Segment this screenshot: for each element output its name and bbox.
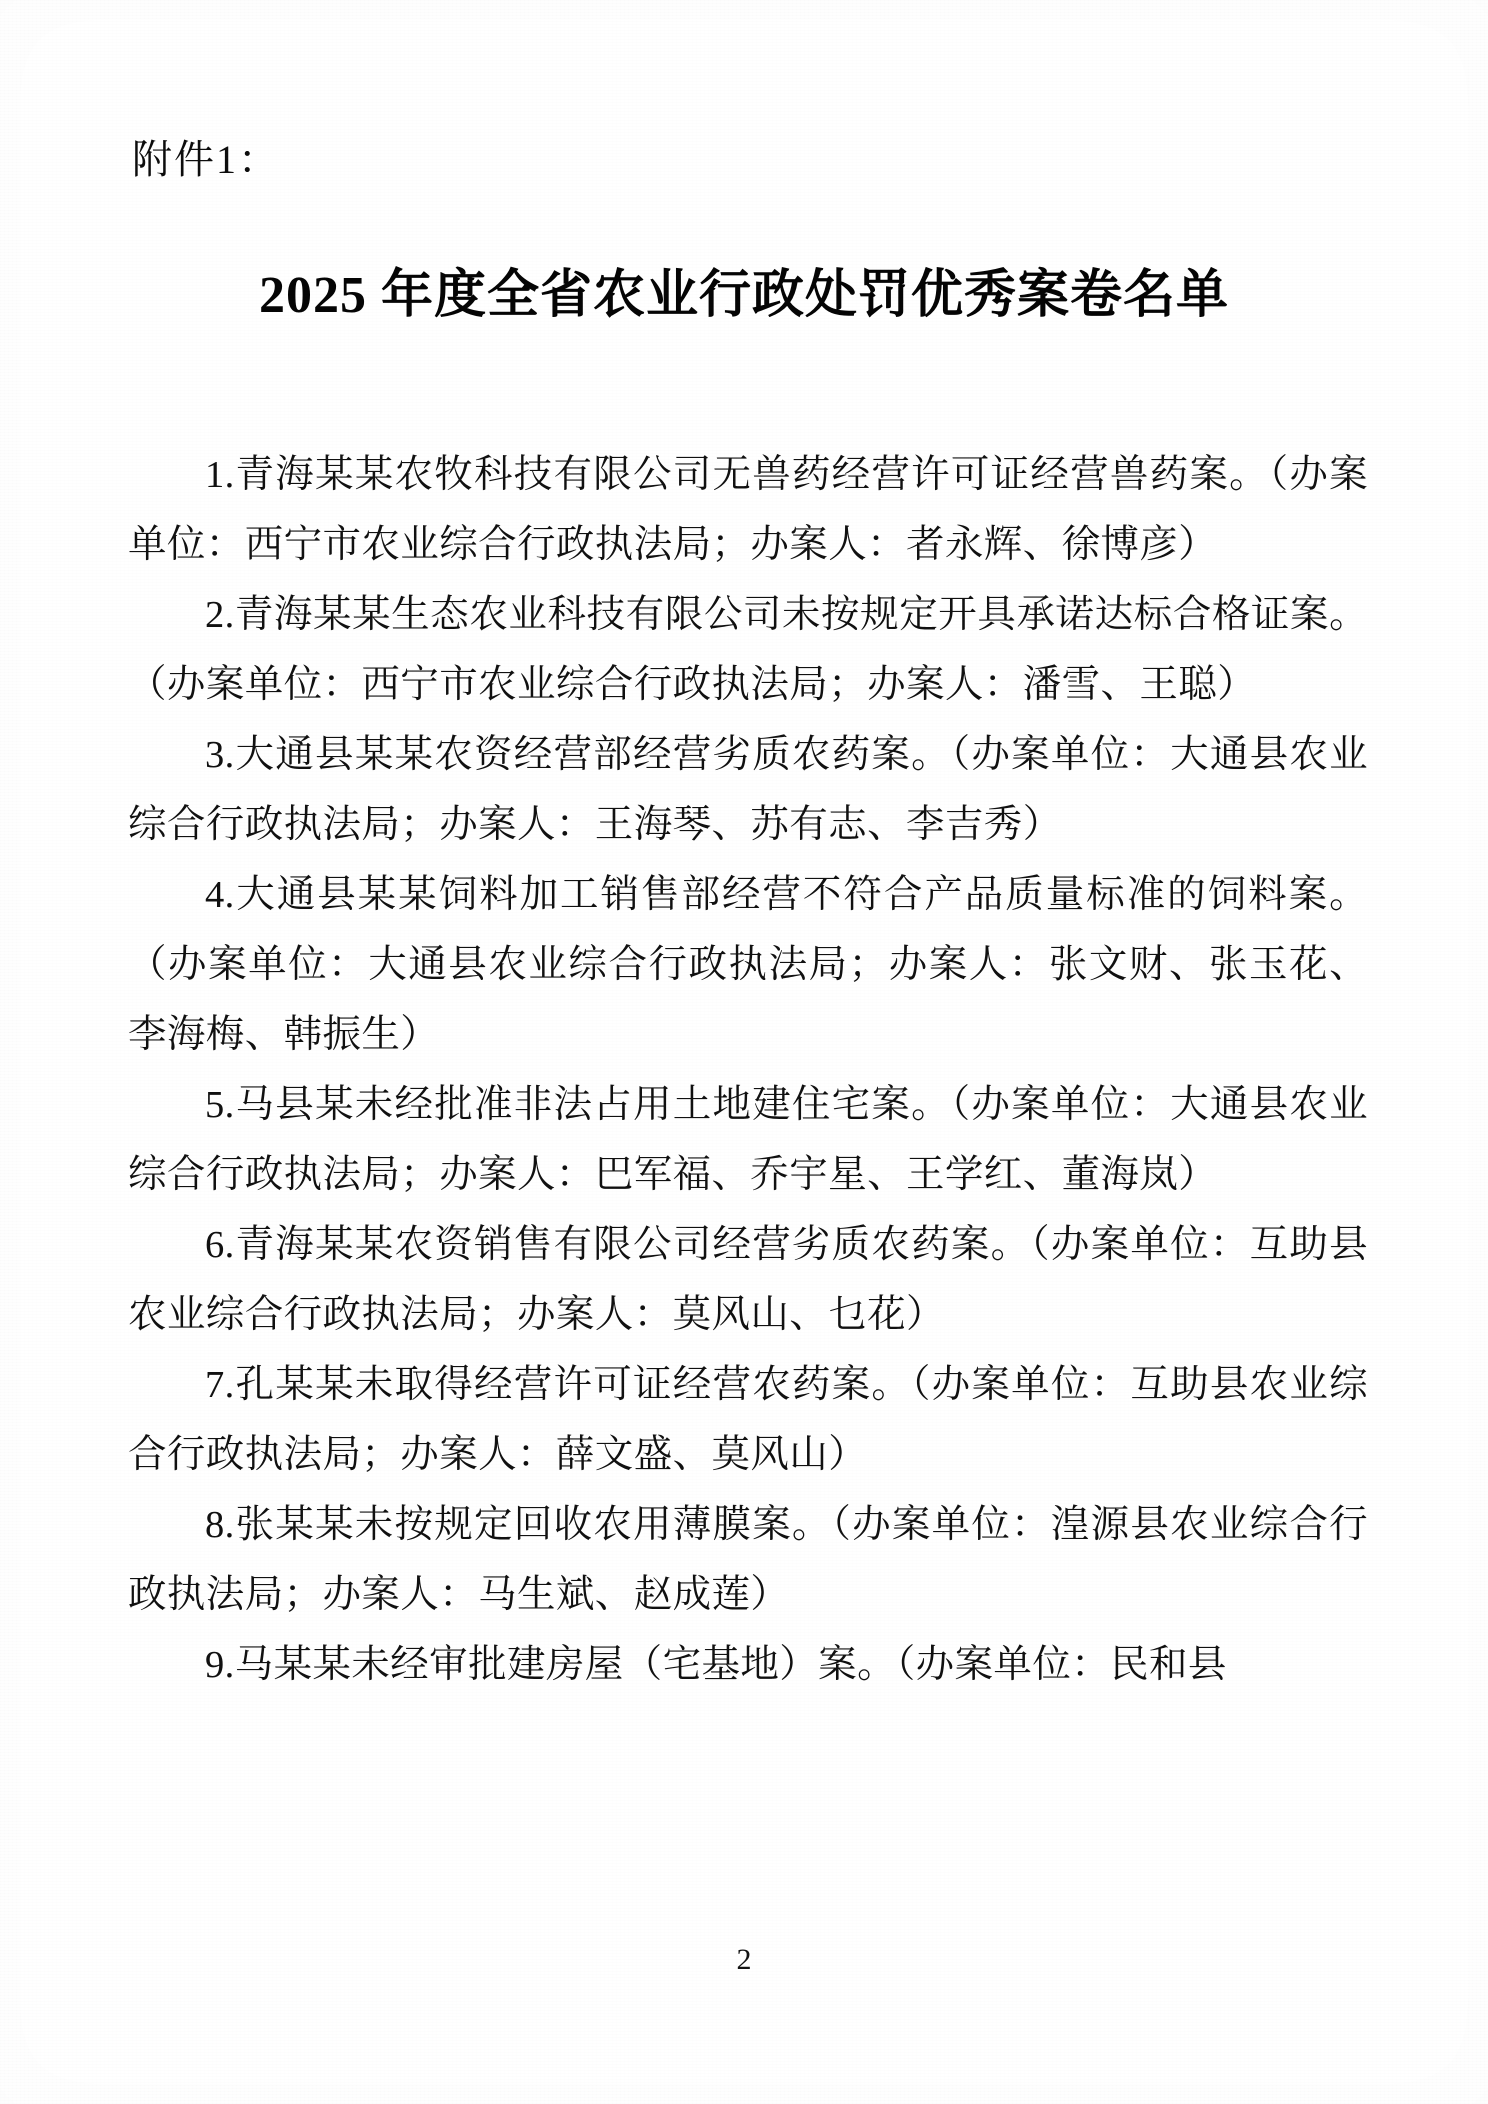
case-list-item: 2.青海某某生态农业科技有限公司未按规定开具承诺达标合格证案。（办案单位：西宁市农业综合行政执法局；办案人：潘雪、王聪） (128, 594, 1368, 706)
page-number: 2 (736, 1943, 752, 1976)
page-title: 2025 年度全省农业行政处罚优秀案卷名单 (258, 266, 1229, 324)
case-list (128, 440, 1368, 1700)
case-list-item: 4.大通县某某饲料加工销售部经营不符合产品质量标准的饲料案。（办案单位：大通县农业综合行政执法局；办案人：张文财、张玉花、李海梅、韩振生） (128, 874, 1368, 1056)
page-content (128, 0, 1368, 2104)
case-list-item: 7.孔某某未取得经营许可证经营农药案。（办案单位：互助县农业综合行政执法局；办案人：薛文盛、莫风山） (128, 1364, 1368, 1476)
case-list-item: 1.青海某某农牧科技有限公司无兽药经营许可证经营兽药案。（办案单位：西宁市农业综合行政执法局；办案人：者永辉、徐博彦） (128, 454, 1368, 566)
case-list-item: 8.张某某未按规定回收农用薄膜案。（办案单位：湟源县农业综合行政执法局；办案人：马生斌、赵成莲） (128, 1504, 1368, 1616)
case-list-item: 5.马县某未经批准非法占用土地建住宅案。（办案单位：大通县农业综合行政执法局；办案人：巴军福、乔宇星、王学红、董海岚） (128, 1084, 1368, 1196)
case-list-item: 9.马某某未经审批建房屋（宅基地）案。（办案单位：民和县 (205, 1644, 1227, 1686)
attachment-label: 附件1： (132, 137, 280, 182)
case-list-item: 6.青海某某农资销售有限公司经营劣质农药案。（办案单位：互助县农业综合行政执法局；办案人：莫风山、乜花） (128, 1224, 1368, 1336)
case-list-item: 3.大通县某某农资经营部经营劣质农药案。（办案单位：大通县农业综合行政执法局；办案人：王海琴、苏有志、李吉秀） (128, 734, 1368, 846)
